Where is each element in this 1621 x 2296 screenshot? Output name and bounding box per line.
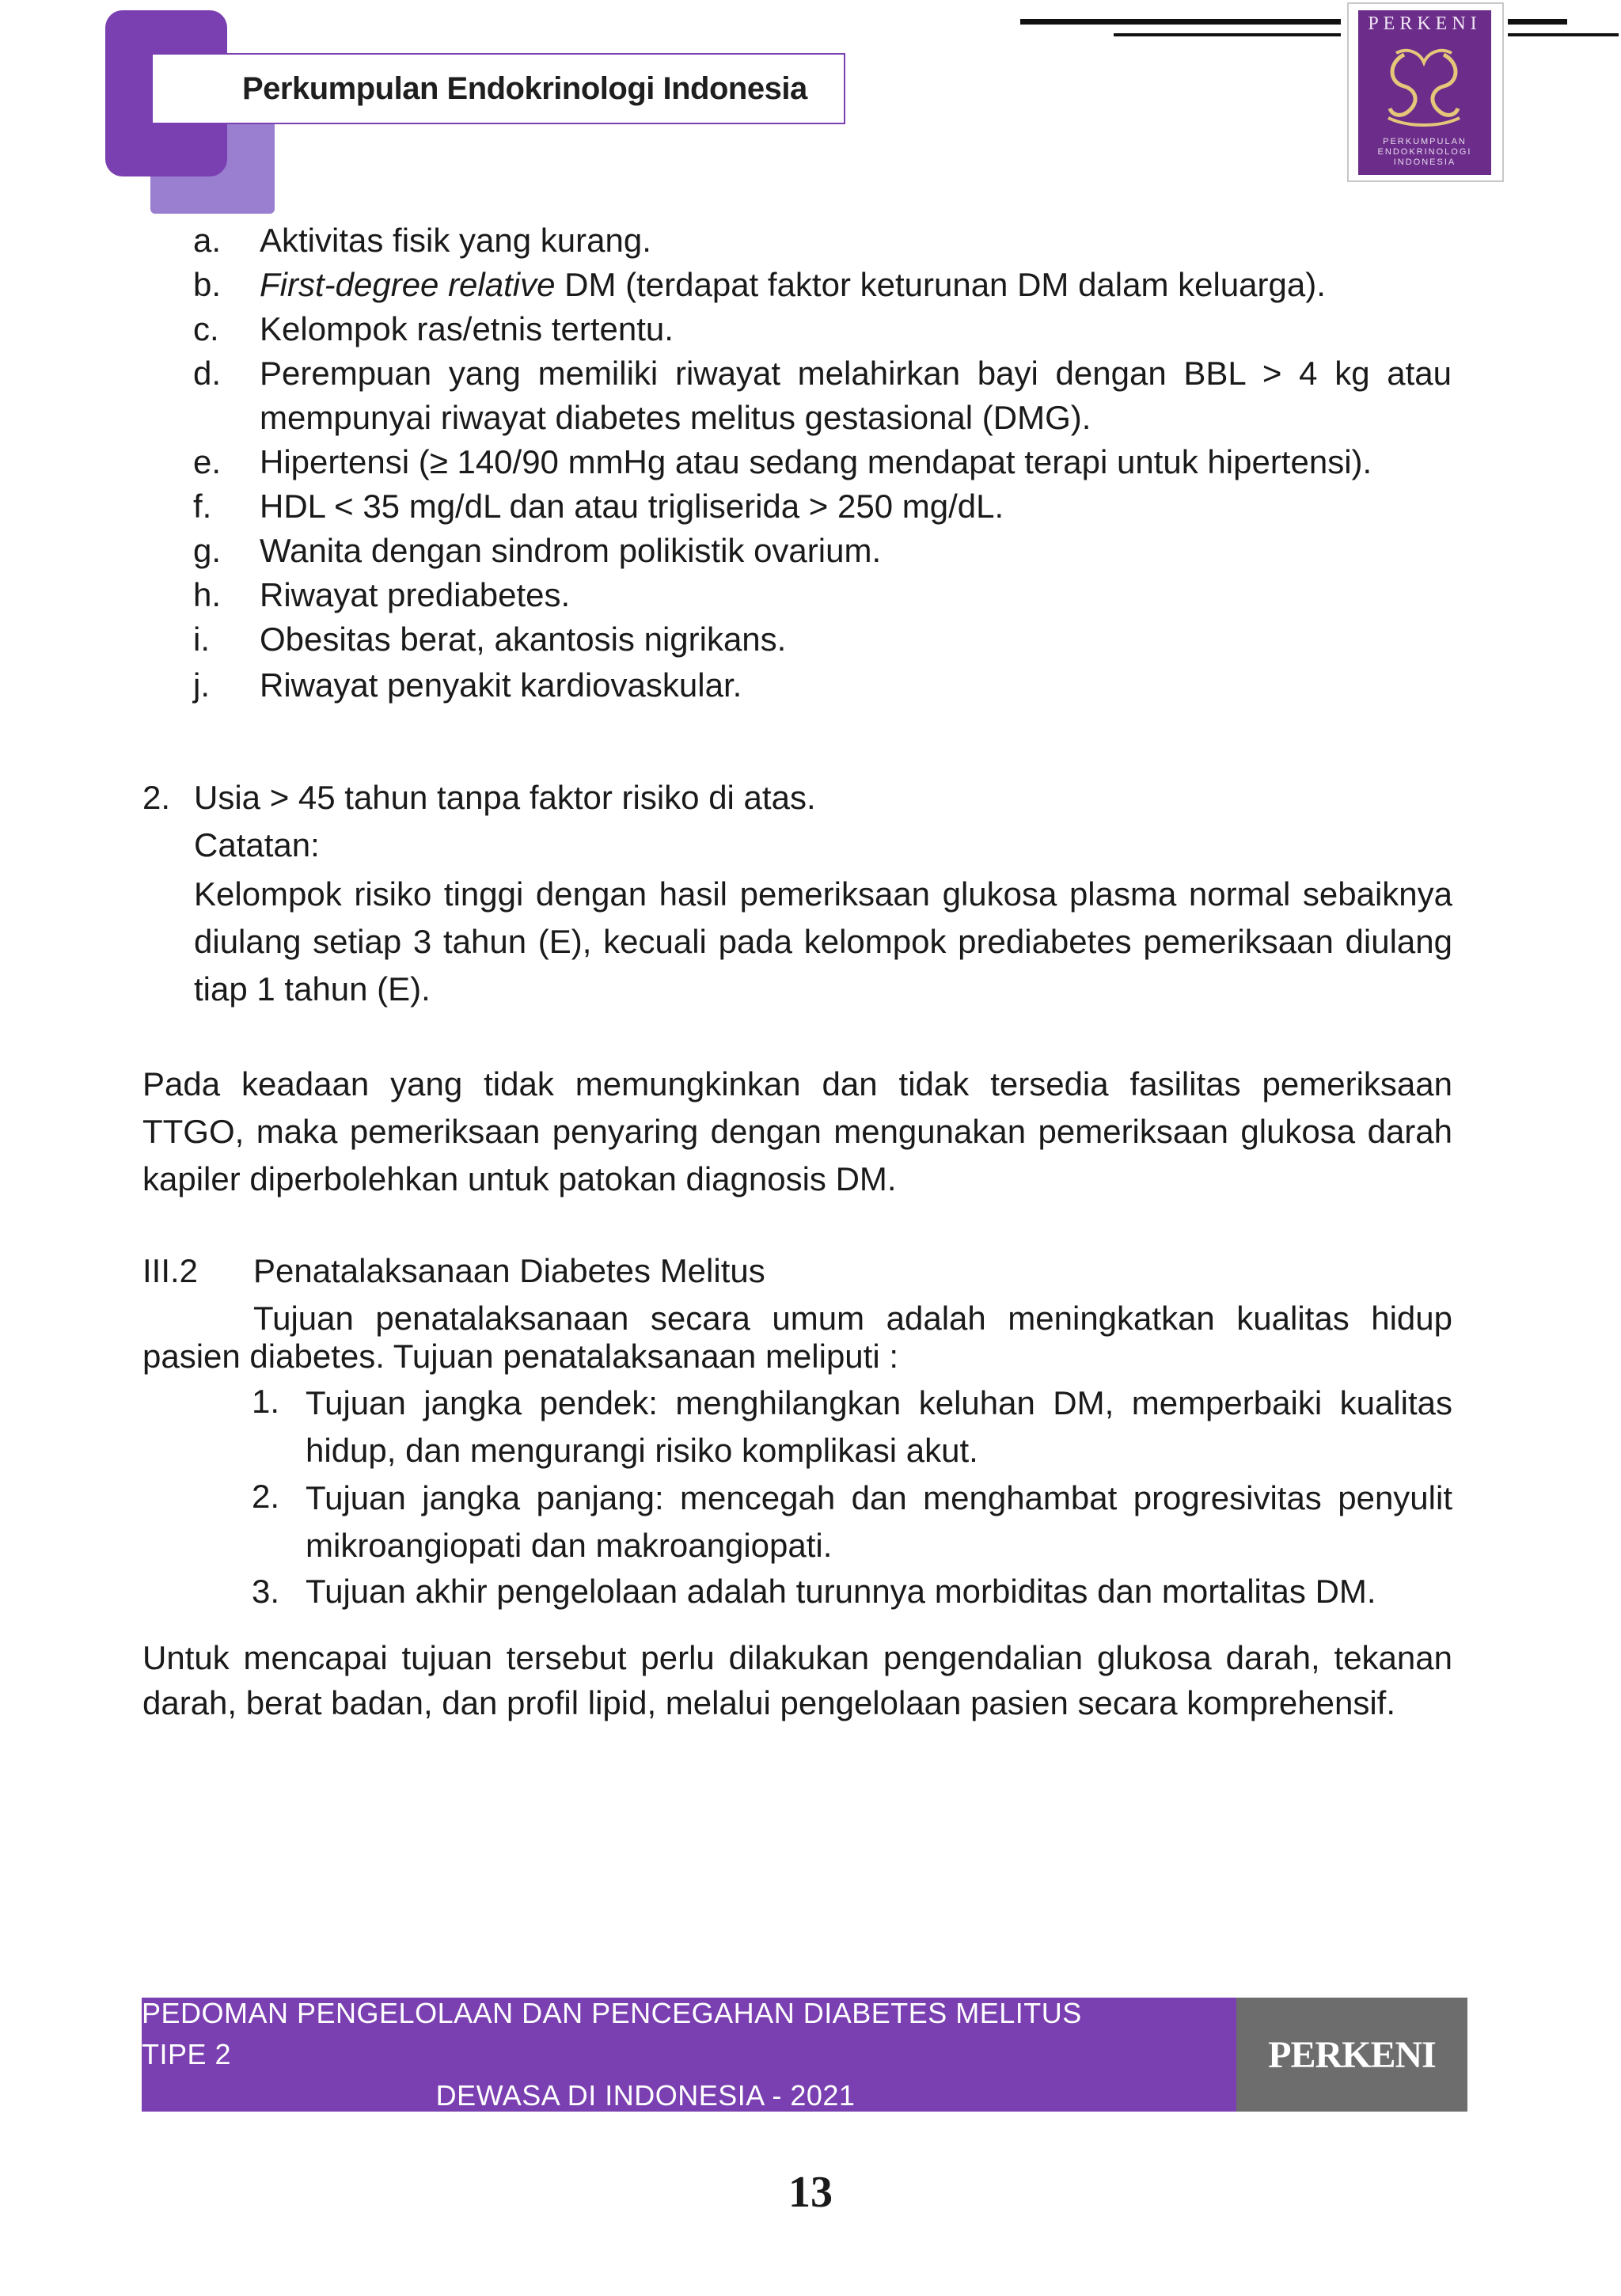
list-text-rest: DM (terdapat faktor keturunan DM dalam keluarga). — [555, 266, 1326, 303]
paragraph-ttgo: Pada keadaan yang tidak memungkinkan dan tidak tersedia fasilitas pemeriksaan TTGO, maka pemeriksaan penyaring dengan mengunakan pemeriksaan glukosa darah kapiler diperbolehkan untuk patokan diagnosis DM. — [142, 1065, 1452, 1197]
list-label: g. — [193, 532, 222, 569]
list-text: Usia > 45 tahun tanpa faktor risiko di atas. — [194, 779, 816, 816]
list-text: Tujuan jangka panjang: mencegah dan menghambat progresivitas penyulit mikroangiopati dan makroangiopati. — [306, 1479, 1452, 1564]
list-text-italic: First-degree relative — [260, 266, 556, 303]
logo-sub-3: INDONESIA — [1393, 157, 1456, 167]
note-text: Kelompok risiko tinggi dengan hasil pemeriksaan glukosa plasma normal sebaiknya diulang setiap 3 tahun (E), kecuali pada kelompok prediabetes pemeriksaan diulang tiap 1 tahun (E). — [194, 875, 1452, 1008]
section-title: Penatalaksanaan Diabetes Melitus — [253, 1252, 765, 1289]
list-label: b. — [193, 266, 222, 303]
logo-sub-1: PERKUMPULAN — [1383, 137, 1467, 146]
header-rule-right-top — [1508, 19, 1567, 25]
list-text: Tujuan akhir pengelolaan adalah turunnya morbiditas dan mortalitas DM. — [306, 1573, 1376, 1610]
list-text: Hipertensi (≥ 140/90 mmHg atau sedang mendapat terapi untuk hipertensi). — [260, 443, 1372, 480]
footer-line-2: DEWASA DI INDONESIA - 2021 — [435, 2079, 856, 2112]
list-text: Aktivitas fisik yang kurang. — [260, 222, 651, 259]
list-text — [260, 263, 1326, 307]
header-rule-top — [1020, 19, 1341, 25]
note-label: Catatan: — [194, 826, 320, 863]
footer-line-1: PEDOMAN PENGELOLAAN DAN PENCEGAHAN DIABETES MELITUS TIPE 2 — [142, 1997, 1082, 2070]
perkeni-logo — [1347, 2, 1504, 182]
list-label: d. — [193, 355, 222, 392]
logo-panel — [1358, 10, 1491, 175]
footer-bar — [142, 1998, 1467, 2112]
list-label: f. — [193, 488, 212, 525]
header-rule-bottom — [1114, 33, 1341, 36]
list-text: Obesitas berat, akantosis nigrikans. — [260, 620, 787, 658]
list-text: Kelompok ras/etnis tertentu. — [260, 310, 674, 347]
list-label: i. — [193, 620, 210, 658]
list-label: j. — [193, 666, 210, 704]
section-number: III.2 — [142, 1252, 199, 1289]
paragraph-closing: Untuk mencapai tujuan tersebut perlu dilakukan pengendalian glukosa darah, tekanan darah, berat badan, dan profil lipid, melalui pengelolaan pasien secara komprehensif. — [142, 1639, 1452, 1721]
list-label: 2. — [252, 1478, 280, 1515]
list-label: c. — [193, 310, 219, 347]
section-intro-line1: Tujuan penatalaksanaan secara umum adalah meningkatkan kualitas hidup — [253, 1300, 1452, 1337]
list-text: Riwayat penyakit kardiovaskular. — [260, 666, 742, 704]
list-label: e. — [193, 443, 222, 480]
header-title: Perkumpulan Endokrinologi Indonesia — [242, 70, 807, 106]
list-text: Perempuan yang memiliki riwayat melahirkan bayi dengan BBL > 4 kg atau mempunyai riwayat diabetes melitus gestasional (DMG). — [260, 355, 1452, 436]
footer-title — [142, 1998, 1236, 2112]
list-text: Riwayat prediabetes. — [260, 576, 571, 613]
logo-sub-2: ENDOKRINOLOGI — [1377, 147, 1472, 157]
list-text: Wanita dengan sindrom polikistik ovarium. — [260, 532, 882, 569]
list-label: 3. — [252, 1573, 280, 1610]
list-label: 1. — [252, 1383, 280, 1420]
section-intro-line2: pasien diabetes. Tujuan penatalaksanaan meliputi : — [142, 1338, 899, 1375]
header-title-box — [151, 53, 845, 124]
logo-name: PERKENI — [1368, 13, 1482, 34]
logo-emblem-icon — [1372, 39, 1475, 134]
page-number: 13 — [788, 2168, 833, 2217]
header-rule-right-bottom — [1508, 33, 1619, 36]
list-label: h. — [193, 576, 222, 613]
list-text: HDL < 35 mg/dL dan atau trigliserida > 250 mg/dL. — [260, 488, 1004, 525]
list-label: 2. — [142, 779, 171, 816]
list-label: a. — [193, 222, 222, 259]
list-text: Tujuan jangka pendek: menghilangkan keluhan DM, memperbaiki kualitas hidup, dan mengurangi risiko komplikasi akut. — [306, 1384, 1452, 1469]
footer-brand: PERKENI — [1236, 1998, 1467, 2112]
